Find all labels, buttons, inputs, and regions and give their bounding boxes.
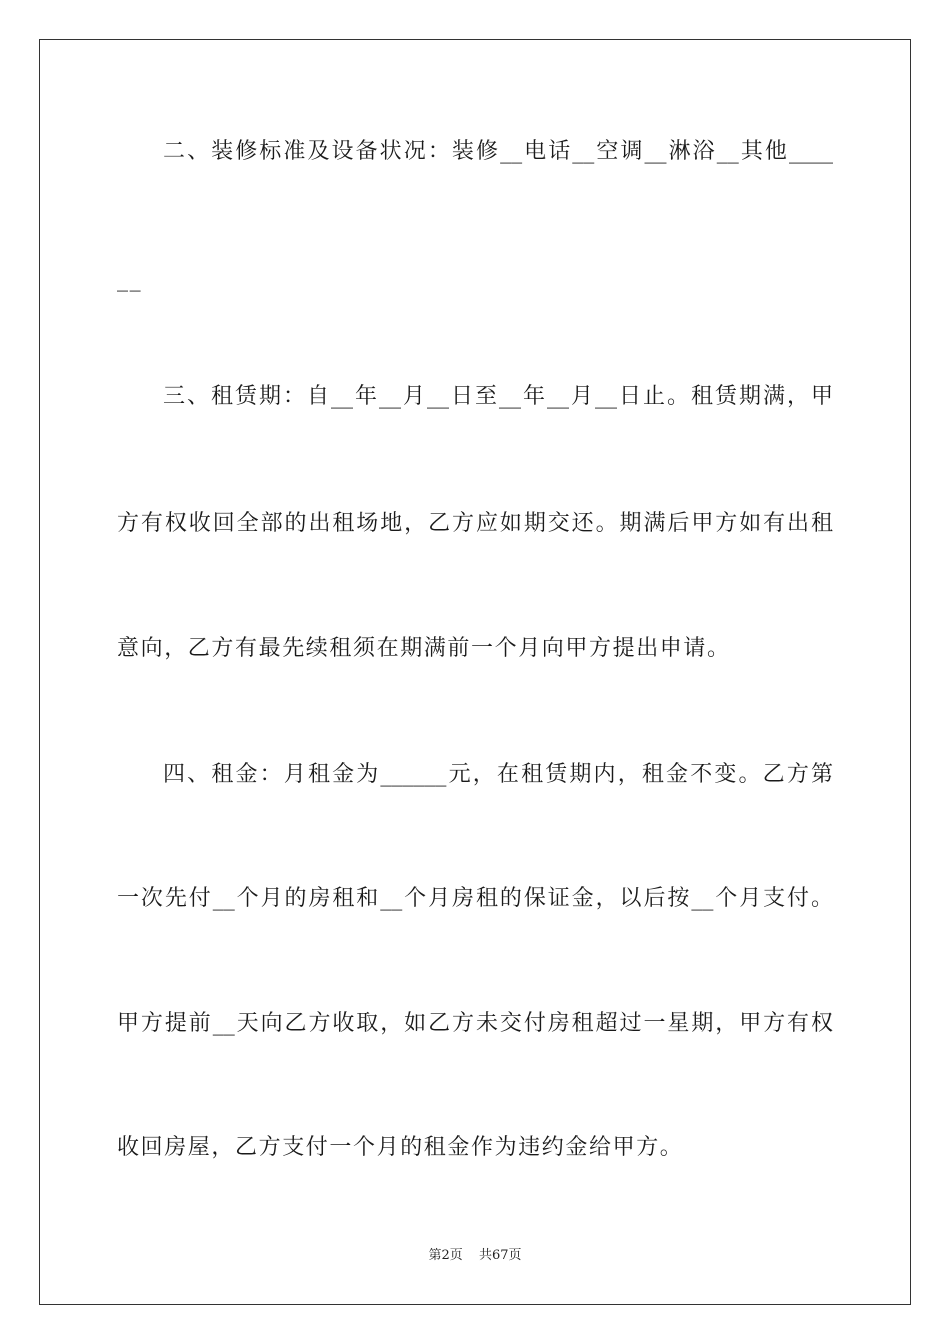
clause-3-line-2: 方有权收回全部的出租场地，乙方应如期交还。期满后甲方如有出租 xyxy=(117,511,833,536)
clause-4-line-3: 甲方提前__天向乙方收取，如乙方未交付房租超过一星期，甲方有权 xyxy=(117,1011,833,1036)
clause-3-line-3: 意向，乙方有最先续租须在期满前一个月向甲方提出申请。 xyxy=(117,636,731,661)
page-frame xyxy=(39,39,911,1305)
clause-4-line-1: 四、租金：月租金为______元，在租赁期内，租金不变。乙方第 xyxy=(163,762,833,787)
page-total: 共67页 xyxy=(478,1248,522,1263)
clause-4-line-2: 一次先付__个月的房租和__个月房租的保证金，以后按__个月支付。 xyxy=(117,886,833,911)
clause-2-line-2: __ xyxy=(117,267,143,292)
page-number: 第2页 xyxy=(428,1248,463,1263)
page-footer xyxy=(0,1247,950,1265)
clause-4-line-4: 收回房屋，乙方支付一个月的租金作为违约金给甲方。 xyxy=(117,1135,684,1160)
clause-3-line-1: 三、租赁期：自__年__月__日至__年__月__日止。租赁期满，甲 xyxy=(163,384,833,409)
clause-2-line-1: 二、装修标准及设备状况：装修__电话__空调__淋浴__其他____ xyxy=(163,139,833,164)
